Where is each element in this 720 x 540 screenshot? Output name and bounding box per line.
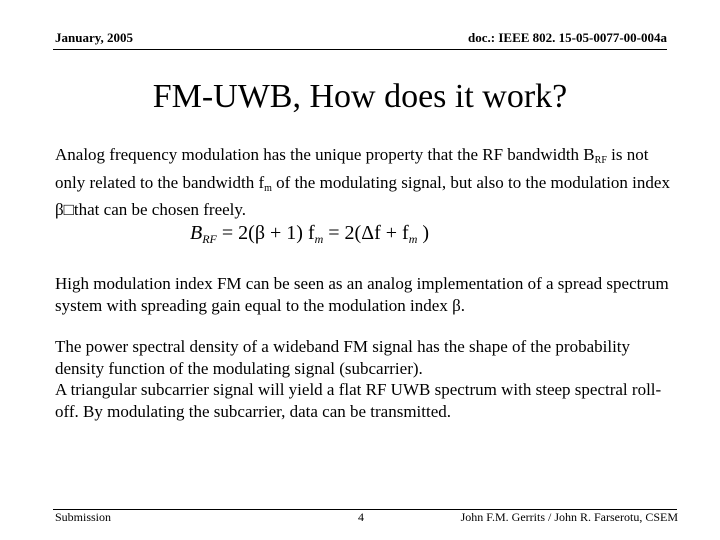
bandwidth-equation (190, 222, 429, 247)
paragraph1-sub-rf: RF (594, 155, 607, 166)
eq-fm-sub2: m (408, 232, 418, 246)
eq-end: ) (417, 222, 430, 244)
footer-authors: John F.M. Gerrits / John R. Farserotu, CSEM (460, 510, 678, 524)
slide-title: FM-UWB, How does it work? (152, 78, 568, 115)
paragraph-fm-bandwidth (55, 144, 675, 221)
eq-mid2: = 2(Δf + f (323, 222, 409, 244)
paragraph-spread-spectrum: High modulation index FM can be seen as an analog implementation of a spread spectrum system with spreading gain equal to the modulation index β. (55, 274, 669, 315)
header-doc-id: doc.: IEEE 802. 15-05-0077-00-004a (468, 30, 667, 45)
footer-page-number: 4 (358, 510, 364, 524)
paragraph3-line1: The power spectral density of a wideband FM signal has the shape of the probability density function of the modulating signal (subcarrier). (55, 337, 631, 378)
paragraph1-part1: Analog frequency modulation has the unique property that the RF bandwidth B (55, 145, 595, 164)
paragraph1-part2: is not only related to the bandwidth f (55, 145, 649, 192)
paragraph-psd (55, 336, 675, 422)
eq-mid1: = 2(β + 1) f (216, 222, 315, 244)
paragraph1-part3: of the modulating signal, but also to the modulation index β□that can be chosen freely. (55, 172, 670, 219)
eq-b-sub: RF (202, 232, 217, 246)
footer-submission: Submission (55, 510, 112, 524)
eq-b: B (190, 222, 203, 244)
eq-fm-sub: m (314, 232, 324, 246)
header-date: January, 2005 (55, 30, 134, 45)
header-divider (53, 49, 667, 50)
paragraph3-line2: A triangular subcarrier signal will yield a flat RF UWB spectrum with steep spectral roll-off. By modulating the subcarrier, data can be transmitted. (55, 380, 662, 421)
paragraph1-sub-m: m (264, 182, 272, 194)
